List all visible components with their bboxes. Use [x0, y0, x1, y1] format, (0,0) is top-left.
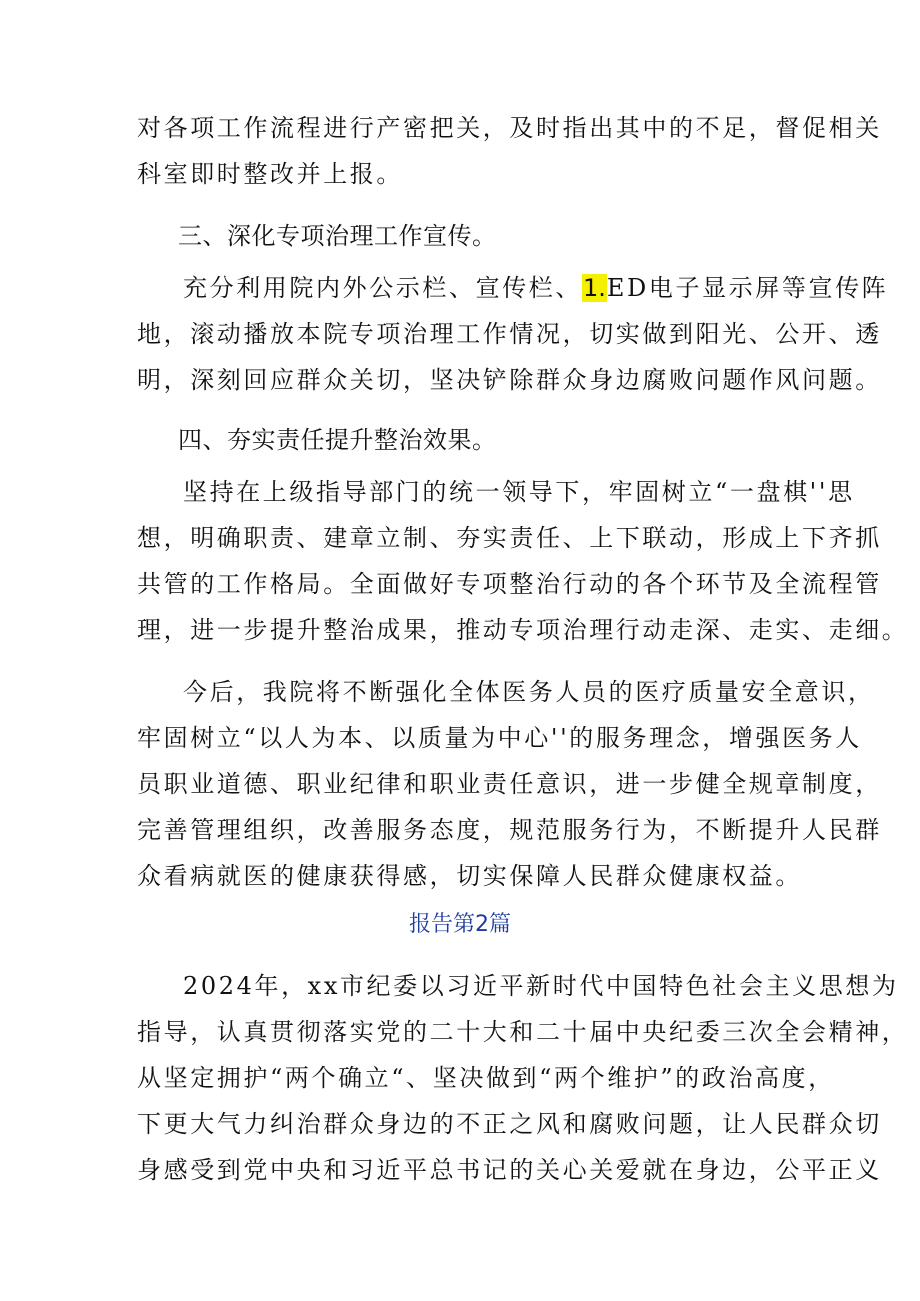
heading-three: 三、深化专项治理工作宣传。: [178, 222, 497, 250]
text-segment: ED电子显示屏等宣传阵: [606, 274, 889, 302]
heading-four: 四、夯实责任提升整治效果。: [178, 426, 497, 454]
paragraph-line: 众看病就医的健康获得感，切实保障人民群众健康权益。: [137, 862, 802, 890]
section-title: 报告第2篇: [409, 912, 511, 937]
paragraph-line: 身感受到党中央和习近平总书记的关心关爱就在身边，公平正义: [137, 1156, 882, 1184]
paragraph-line: 从坚定拥护“两个确立“、坚决做到“两个维护”的政治高度，: [137, 1064, 835, 1092]
paragraph-line: 理，进一步提升整治成果，推动专项治理行动走深、走实、走细。: [137, 616, 909, 644]
paragraph-line: 地，滚动播放本院专项治理工作情况，切实做到阳光、公开、透: [137, 320, 882, 348]
paragraph-line: 完善管理组织，改善服务态度，规范服务行为，不断提升人民群: [137, 816, 882, 844]
paragraph-line: 坚持在上级指导部门的统一领导下，牢固树立“一盘棋''思: [183, 478, 855, 506]
paragraph-line: 2024年，xx市纪委以习近平新时代中国特色社会主义思想为: [183, 972, 899, 1000]
paragraph-line: 员职业道德、职业纪律和职业责任意识，进一步健全规章制度，: [137, 770, 882, 798]
paragraph-line: 想，明确职责、建章立制、夯实责任、上下联动，形成上下齐抓: [137, 524, 882, 552]
paragraph-line: 对各项工作流程进行产密把关，及时指出其中的不足，督促相关: [137, 114, 882, 142]
paragraph-line: 今后，我院将不断强化全体医务人员的医疗质量安全意识，: [183, 678, 875, 706]
paragraph-line: [183, 272, 889, 304]
paragraph-line: 明，深刻回应群众关切，坚决铲除群众身边腐败问题作风问题。: [137, 366, 882, 394]
paragraph-line: 指导，认真贯彻落实党的二十大和二十届中央纪委三次全会精神，: [137, 1018, 909, 1046]
paragraph-line: 科室即时整改并上报。: [137, 160, 403, 188]
paragraph-line: 共管的工作格局。全面做好专项整治行动的各个环节及全流程管: [137, 570, 882, 598]
text-segment: 充分利用院内外公示栏、宣传栏、: [183, 274, 582, 302]
paragraph-line: 牢固树立“以人为本、以质量为中心''的服务理念，增强医务人: [137, 724, 862, 752]
highlighted-text: 1.: [583, 274, 606, 302]
paragraph-line: 下更大气力纠治群众身边的不正之风和腐败问题，让人民群众切: [137, 1110, 882, 1138]
